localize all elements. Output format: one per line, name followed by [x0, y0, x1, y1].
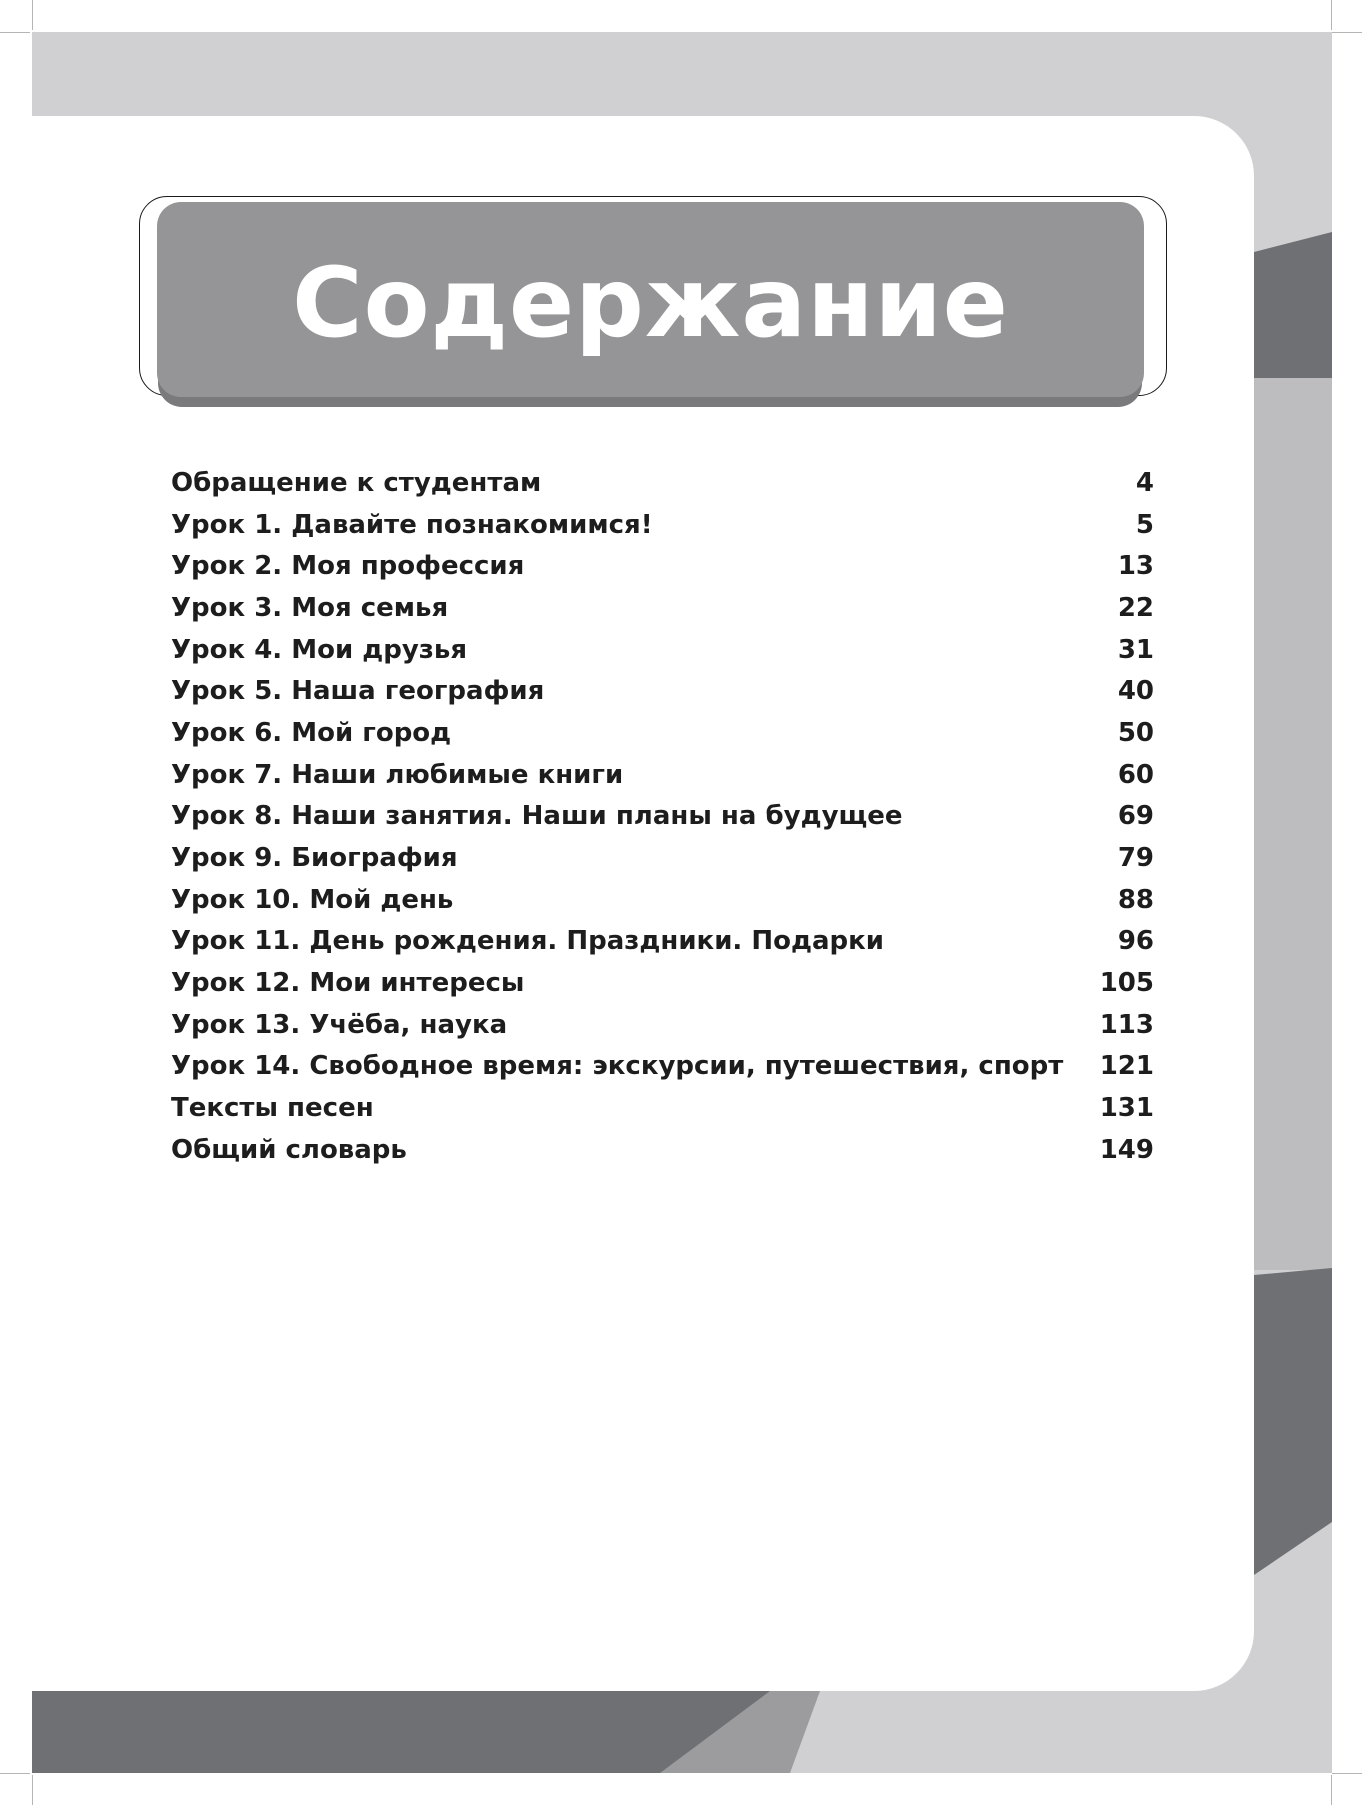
toc-item-title: Урок 4. Мои друзья [171, 634, 468, 665]
toc-item[interactable] [171, 921, 1154, 963]
toc-item[interactable] [171, 879, 1154, 921]
toc-item-title: Урок 7. Наши любимые книги [171, 759, 624, 790]
toc-item[interactable] [171, 796, 1154, 838]
toc-item-title: Урок 11. День рождения. Праздники. Подарки [171, 926, 884, 957]
toc-item-title: Урок 2. Моя профессия [171, 551, 525, 582]
title-banner [157, 202, 1144, 397]
toc-item-title: Урок 8. Наши занятия. Наши планы на будущее [171, 801, 903, 832]
toc-item-page: 96 [1117, 926, 1154, 957]
toc-item-title: Урок 9. Биография [171, 843, 458, 874]
toc-item-title: Тексты песен [171, 1093, 374, 1124]
toc-item[interactable] [171, 1129, 1154, 1171]
toc-item[interactable] [171, 1004, 1154, 1046]
toc-item-title: Урок 14. Свободное время: экскурсии, путешествия, спорт [171, 1051, 1064, 1082]
right-dark-stripe-bottom [1254, 1268, 1332, 1575]
toc-item-title: Урок 13. Учёба, наука [171, 1009, 508, 1040]
toc-item[interactable] [171, 504, 1154, 546]
toc-item-page: 121 [1099, 1051, 1154, 1082]
toc-item[interactable] [171, 629, 1154, 671]
page-title: Содержание [292, 246, 1009, 359]
toc-item-page: 31 [1117, 634, 1154, 665]
toc-item-page: 105 [1099, 968, 1154, 999]
right-dark-stripe-top [1254, 232, 1332, 378]
toc-item[interactable] [171, 754, 1154, 796]
toc-item-page: 149 [1099, 1134, 1154, 1165]
toc-item-title: Урок 6. Мой город [171, 717, 452, 748]
toc-item-page: 69 [1117, 801, 1154, 832]
toc-item-page: 131 [1099, 1093, 1154, 1124]
toc-item-title: Урок 10. Мой день [171, 884, 454, 915]
toc-item-title: Урок 3. Моя семья [171, 592, 449, 623]
toc-item-page: 88 [1117, 884, 1154, 915]
toc-item[interactable] [171, 837, 1154, 879]
toc-item-page: 79 [1117, 843, 1154, 874]
toc-item[interactable] [171, 587, 1154, 629]
toc-item-page: 50 [1117, 717, 1154, 748]
toc-item-page: 13 [1117, 551, 1154, 582]
toc-item-title: Урок 12. Мои интересы [171, 968, 525, 999]
toc-item-title: Урок 1. Давайте познакомимся! [171, 509, 653, 540]
toc-item[interactable] [171, 462, 1154, 504]
toc-item[interactable] [171, 1046, 1154, 1088]
toc-item-page: 4 [1135, 467, 1154, 498]
toc-item-page: 5 [1135, 509, 1154, 540]
toc-item-page: 40 [1117, 676, 1154, 707]
toc-item-page: 60 [1117, 759, 1154, 790]
toc-item[interactable] [171, 962, 1154, 1004]
toc-item-title: Обращение к студентам [171, 467, 542, 498]
toc-item[interactable] [171, 1087, 1154, 1129]
toc-item[interactable] [171, 670, 1154, 712]
toc-item-title: Урок 5. Наша география [171, 676, 545, 707]
table-of-contents [171, 462, 1154, 1171]
right-mid-stripe [1254, 378, 1332, 1270]
toc-item-page: 113 [1099, 1009, 1154, 1040]
toc-item-title: Общий словарь [171, 1134, 407, 1165]
bottom-dark-stripe [32, 1691, 770, 1773]
toc-item[interactable] [171, 545, 1154, 587]
toc-item-page: 22 [1117, 592, 1154, 623]
toc-item[interactable] [171, 712, 1154, 754]
